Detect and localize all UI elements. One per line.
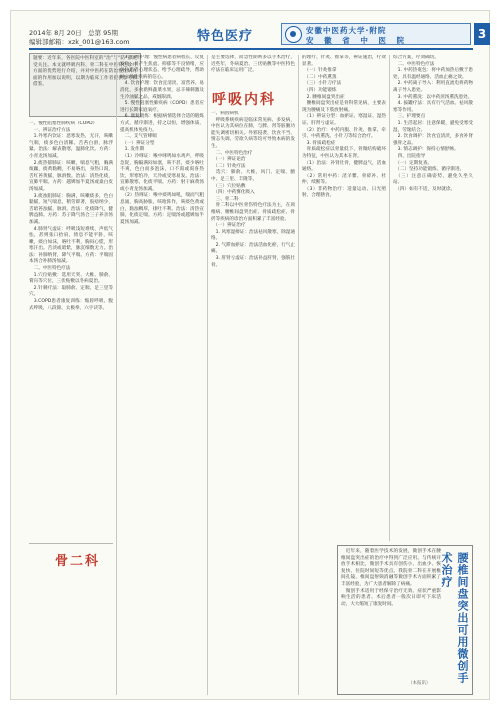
column-5-text: 综合方案，疗效确切。 二、中医特色疗法 1. 中药热奄包：将中药加热后敷于患处，具有温经通络、活血止痛之效。 2. 中药离子导入：利用直流电将药物离子导入患处。 3. 中药熏洗：以中药煎汤熏洗患处。 4. 拔罐疗法：具有行气活血、祛风散寒等作用。 三、护理要点 1. 生活起居：注意保暖，避免受寒受湿，劳逸结合。 2. 饮食调护：饮食宜清淡，多食补肾强骨之品。 3. 情志调护：保持心情舒畅。 四、出院指导 （一）定期复查。 （二）坚持功能锻炼，循序渐进。 （三）注意正确姿势，避免久坐久站。 （四）如有不适，及时就诊。 (393, 55, 473, 192)
column-5 (393, 55, 473, 541)
column-2 (120, 55, 204, 695)
column-divider (207, 55, 208, 695)
newspaper-page (10, 10, 490, 700)
school-name: 安徽中医药大学·附院 (306, 26, 387, 35)
column-1-text: 一、慢性阻塞性肺疾病（COPD） 一、辨证治疗方法 1.外寒内饮证：恶寒发热，无汗，咳嗽气喘，痰多色白清稀。舌苔白滑，脉浮紧。治法：解表散寒，温肺化饮。方药：小青龙汤加减。 2.痰热郁肺证：咳嗽，喘息气粗，胸满烦躁，痰黄黏稠，不易咯出，身热口渴，舌红苔黄腻，脉滑数。治法：清热化痰，宣肺平喘。方药：越婢加半夏汤或桑白皮汤加减。 3.痰浊阻肺证：胸满，咳嗽痰多，色白黏腻，短气喘息，稍劳即著，脘痞纳少，舌暗苔浊腻，脉滑。治法：化痰降气，健脾益肺。方药：苏子降气汤合三子养亲汤加减。 4.肺肾气虚证：呼吸浅短难续，声低气怯，甚则张口抬肩，倚息不能平卧，咳嗽，痰白如沫，咯吐不利，胸闷心慌，形寒汗出。舌淡或暗紫，脉沉细数无力。治法：补肺纳肾，降气平喘。方药：平喘固本汤合补肺汤加减。 二、中医特色疗法 1.穴位贴敷：选用天突、大椎、肺俞、膏肓等穴位，三伏贴敷以冬病夏治。 2.针刺疗法：取肺俞、定喘、足三里等穴。 3.COPD患者康复训练：缩唇呼吸、腹式呼吸、八段锦、太极拳、六字诀等。 (29, 121, 113, 311)
section-rule (29, 543, 113, 544)
hospital-name: 安 徽 省 中 医 院 (306, 36, 409, 45)
column-divider (116, 55, 117, 695)
lead-abstract: 题要：近年来，各医院中医科室的“治”与“防”都更受关注。本文就呼吸内科、骨二科在中医特色诊疗方面的优势进行介绍，并对中医药在防治慢性病方面的作用加以说明，以期为临床工作者提供参考和借鉴。 (33, 56, 137, 88)
page-number: 3 (474, 23, 490, 45)
issue-date: 2014年 8月 20日 总第 95期 (29, 29, 118, 37)
boxed-article-footer: （本报讯） (408, 681, 431, 686)
column-3 (211, 111, 295, 695)
column-4-text: 的理疗、针灸、推拿等，辨证施治，疗效显著。 （一）针灸推拿 （二）中药熏蒸 （三）小针刀疗法 （四）功能锻炼 2. 腰椎间盘突出症 腰椎间盘突出症是骨科常见病，主要表现为腰痛及下肢放射痛。 （1）辨证分型：血瘀证、寒湿证、湿热证、肝肾亏虚证。 （2）治疗：中药内服、针灸、推拿、牵引、中药熏洗、小针刀等综合治疗。 3. 骨质疏松症 骨质疏松症以骨量低下、骨微结构破坏为特征，中医认为其本在肾。 （1）治法：补肾壮骨，健脾益气，活血通络。 （2）常用中药：淫羊藿、骨碎补、杜仲、续断等。 （3）非药物治疗：适量运动、日光照射、合理膳食。 (302, 55, 386, 199)
column-3-text: 一、病因病机 呼吸系统疾病是临床常见病、多发病，中医认为其病位在肺，与脾、肾等脏腑功能失调密切相关。外邪侵袭、饮食不当、情志失调、劳欲久病等均可导致本病的发生。 二、中医特色治疗 （一）辨证论治 （二）针灸疗法 选穴：肺俞、大椎、风门、定喘、膻中、足三里、丰隆等。 （三）穴位贴敷 （四）中药雾化吸入 三、骨二科 骨二科以中医骨伤特色疗法为主，在颈椎病、腰椎间盘突出症、骨质疏松症、骨折等疾病的诊治方面积累了丰富经验。 （一）辨证治疗 1. 风寒湿痹证：治法祛风散寒，除湿通络。 2. 气滞血瘀证：治法活血化瘀，行气止痛。 3. 肝肾亏虚证：治法补益肝肾，强筋壮骨。 (211, 111, 295, 268)
issue-info (29, 29, 130, 47)
column-divider (298, 55, 299, 695)
section-title: 特色医疗 (197, 29, 254, 44)
header-rule (29, 48, 473, 50)
column-1 (29, 121, 113, 541)
hospital-seal-icon (285, 26, 302, 43)
editorial-email: 编辑部邮箱：xzk_001@163.com (29, 38, 130, 46)
column-2-text: 3. 心理护理：慢性病患者病程长，反复发作，易产生焦虑、抑郁等不良情绪，应关注患者心理状态，给予心理疏导，帮助树立战胜疾病的信心。 4. 饮食护理：饮食宜清淡、富营养、易消化，多食新鲜蔬菜水果，忌辛辣刺激及生冷油腻之品，戒烟限酒。 5. 慢性阻塞性肺疾病（COPD）患者应进行长期家庭氧疗。 6. 康复锻炼：根据病情选择合适的锻炼方式，循序渐进，持之以恒，增强体质，提高机体免疫力。 二、支气管哮喘 （一）辨证分型 1. 发作期 （1）冷哮证：喉中哮鸣如水鸡声，呼吸急促，胸膈满闷如塞，咳不甚，痰少咯吐不爽，色白而多泡沫，口不渴或渴喜热饮，形寒怕冷，天冷或受寒易发。治法：宣肺散寒，化痰平喘。方药：射干麻黄汤或小青龙汤加减。 （2）热哮证：喉中痰鸣如吼，喘而气粗息涌，胸高胁胀，咳呛阵作，咳痰色黄或白，黏浊稠厚，排吐不利。治法：清热宣肺，化痰定喘。方药：定喘汤或越婢加半夏汤加减。 (120, 55, 204, 225)
boxed-article (337, 545, 473, 695)
boxed-article-text: 近年来，随着医学技术的发展，微创手术在腰椎间盘突出症的治疗中得到广泛应用。与传统开放手术相比，微创手术具有创伤小、出血少、恢复快、住院时间短等优点。我院骨二科在开展椎间孔镜、椎间盘射频消融等微创手术方面积累了丰富经验，为广大患者解除了病痛。 微创手术适用于经保守治疗无效、症状严重影响生活的患者。术后患者一般次日即可下床活动，大大缩短了康复时间。 (341, 549, 441, 607)
department-title-orthopedics: 骨二科 (55, 554, 101, 569)
column-3-top (211, 55, 295, 87)
column-3-top-text: 是主要选择，而急性期则多以手术治疗，近些年，冬病夏治、三伏贴敷等中医特色疗法在临床运用广泛。 (211, 55, 295, 74)
column-divider (389, 55, 390, 541)
boxed-article-headline: 腰椎间盘突出可用微创手术治疗 (440, 552, 469, 684)
department-title-respiratory: 呼吸内科 (212, 92, 276, 108)
column-4 (302, 55, 386, 541)
masthead-logo (281, 23, 471, 45)
